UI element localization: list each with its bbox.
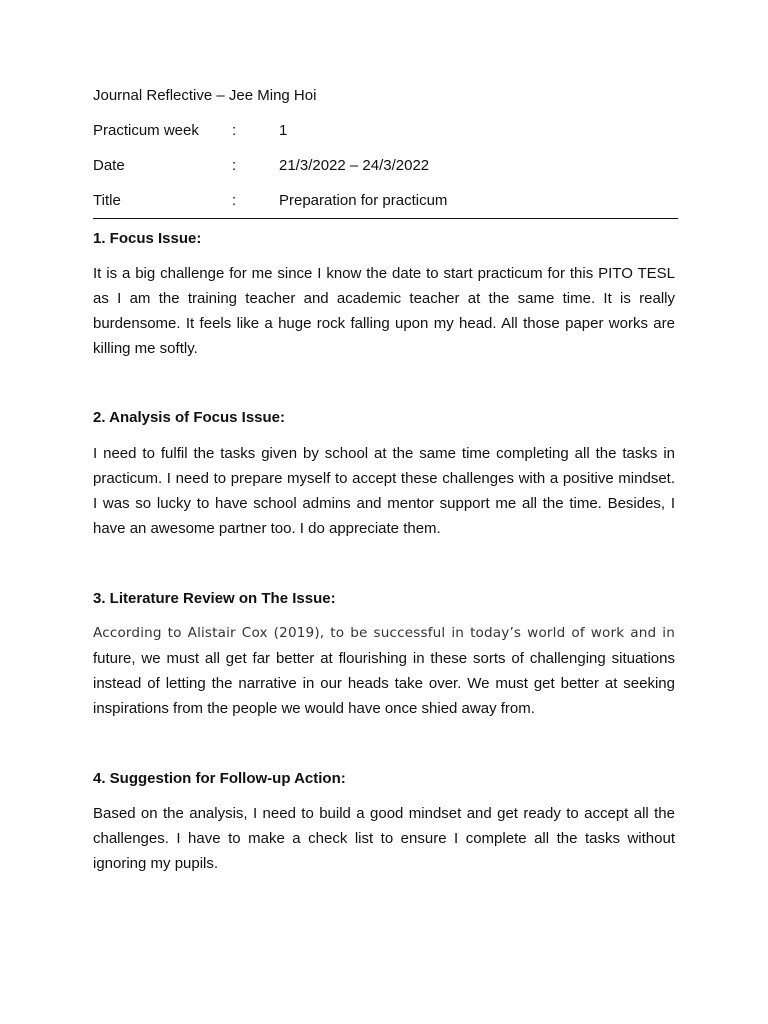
meta-label: Date (93, 157, 125, 174)
meta-label: Title (93, 192, 121, 209)
meta-colon: : (232, 192, 237, 209)
section-body-analysis (93, 441, 675, 541)
paragraph-line: practicum. I need to prepare myself to accept these challenges with a positive mindset. (93, 470, 675, 487)
paragraph-line: future, we must all get far better at flourishing in these sorts of challenging situations (93, 650, 675, 667)
meta-colon: : (232, 122, 237, 139)
section-body-suggestion (93, 801, 675, 876)
section-heading-suggestion: 4. Suggestion for Follow-up Action: (93, 770, 346, 787)
paragraph-line: challenges. I have to make a check list to ensure I complete all the tasks without (93, 830, 675, 847)
meta-value: 21/3/2022 – 24/3/2022 (279, 157, 430, 174)
paragraph-line: killing me softly. (93, 340, 198, 357)
section-heading-literature-review: 3. Literature Review on The Issue: (93, 590, 336, 607)
paragraph-line: burdensome. It feels like a huge rock falling upon my head. All those paper works are (93, 315, 675, 332)
paragraph-line: have an awesome partner too. I do appreciate them. (93, 520, 441, 537)
meta-row-date (93, 156, 678, 176)
paragraph-line: Based on the analysis, I need to build a good mindset and get ready to accept all the (93, 805, 675, 822)
paragraph-line: as I am the training teacher and academic teacher at the same time. It is really (93, 290, 675, 307)
meta-row-practicum-week (93, 121, 678, 141)
section-body-focus-issue (93, 261, 675, 361)
header-divider (93, 218, 678, 219)
section-heading-focus-issue: 1. Focus Issue: (93, 230, 202, 247)
paragraph-line: I was so lucky to have school admins and mentor support me all the time. Besides, I (93, 495, 675, 512)
section-heading-analysis: 2. Analysis of Focus Issue: (93, 409, 286, 426)
meta-colon: : (232, 157, 237, 174)
paragraph-line: It is a big challenge for me since I know the date to start practicum for this PITO TESL (93, 265, 675, 282)
meta-label: Practicum week (93, 122, 199, 139)
meta-row-title (93, 191, 678, 211)
meta-value: Preparation for practicum (279, 192, 448, 209)
paragraph-line: instead of letting the narrative in our heads take over. We must get better at seeking (93, 675, 675, 692)
paragraph-line: ignoring my pupils. (93, 855, 219, 872)
paragraph-line: inspirations from the people we would have once shied away from. (93, 700, 535, 717)
paragraph-line: I need to fulfil the tasks given by school at the same time completing all the tasks in (93, 445, 675, 462)
paragraph-line: According to Alistair Cox (2019), to be successful in today’s world of work and in (93, 625, 675, 641)
section-body-literature-review (93, 621, 675, 721)
meta-value: 1 (279, 122, 288, 139)
document-title: Journal Reflective – Jee Ming Hoi (93, 87, 317, 104)
